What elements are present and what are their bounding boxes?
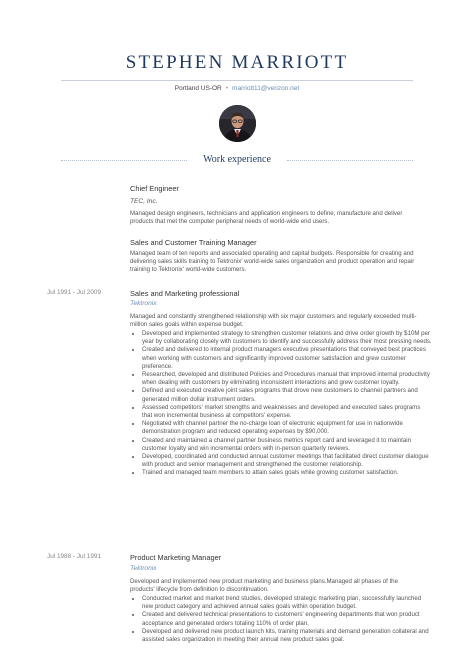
list-item: • Created and maintained a channel partner business metrics report card and leveraged it to maintain customer loyalty and win incremental orders with in-person quarterly reviews. bbox=[142, 437, 432, 453]
achievement-list bbox=[130, 330, 432, 478]
list-item: • Negotiated with channel partner the no-charge loan of electronic equipment for use in nationwide demonstration program and reduced operating expenses by $90,000. bbox=[142, 420, 432, 436]
list-item: • Defined and executed creative joint sales programs that drove new customers to channel partners and generated million dollar instrument orders. bbox=[142, 387, 432, 403]
job-title: Chief Engineer bbox=[130, 184, 179, 193]
job-title: Sales and Marketing professional bbox=[130, 289, 240, 298]
job-date-range: Jul 1991 - Jul 2009 bbox=[47, 289, 102, 296]
job-title: Product Marketing Manager bbox=[130, 553, 222, 562]
contact-separator: • bbox=[225, 85, 229, 92]
job-description: Managed team of ten reports and associated operating and capital budgets. Responsible for creating and delivering sales skills training to Tektronix' world-wide sales organization and product operation and repair training to Tektronix' world-wide customers. bbox=[130, 250, 415, 274]
list-item: • Trained and managed team members to attain sales goals while growing customer satisfaction. bbox=[142, 469, 432, 477]
list-item: • Developed and delivered new product launch kits, training materials and demand generation collateral and assisted sales organization in meeting their annual new product sales goal. bbox=[142, 628, 432, 644]
candidate-name: STEPHEN MARRIOTT bbox=[125, 52, 349, 73]
job-title: Sales and Customer Training Manager bbox=[130, 238, 257, 247]
job-description: Managed design engineers, technicians and application engineers to define, manufacture and deliver products that met the computer peripheral needs of world-wide end users. bbox=[130, 210, 403, 226]
job-description: Managed and constantly strengthened relationship with six major customers and regularly exceeded multi-million sales goals within expense budget. bbox=[130, 313, 417, 329]
list-item: • Created and delivered to internal product managers executive presentations that conveyed best practices when working with customers and significantly improved customer satisfaction and grew customer preference. bbox=[142, 346, 432, 371]
achievement-list bbox=[130, 595, 432, 644]
contact-line bbox=[0, 85, 474, 92]
list-item: • Created and delivered technical presentations to customers' engineering departments that won product acceptance and generated orders totaling 110% of order plan. bbox=[142, 611, 432, 627]
company-name[interactable]: Tektronix bbox=[130, 300, 157, 307]
section-title: Work experience bbox=[0, 154, 474, 165]
list-item: • Developed and implemented strategy to strengthen customer relations and drive order growth by $10M per year by collaborating closely with customers to identify and successfully address their most pressing needs. bbox=[142, 330, 432, 346]
list-item: • Assessed competitors' market strengths and weaknesses and developed and executed sales programs that won incremental business at competitors' expense. bbox=[142, 404, 432, 420]
list-item: • Conducted market and market trend studies, developed strategic marketing plan, successfully launched new product category and achieved annual sales goals within operation budget. bbox=[142, 595, 432, 611]
list-item: • Developed, coordinated and conducted annual customer meetings that facilitated direct customer dialogue with product and senior management and strengthened the customer relationship. bbox=[142, 453, 432, 469]
location: Portland US-OR bbox=[174, 85, 222, 92]
job-date-range: Jul 1988 - Jul 1991 bbox=[47, 553, 102, 560]
avatar bbox=[219, 105, 256, 142]
job-description: Developed and implemented new product marketing and business plans.Managed all phases of the products' lifecycle from definition to discontinuation. bbox=[130, 578, 398, 594]
company-name[interactable]: Tektronix bbox=[130, 565, 157, 572]
email-link[interactable]: marriott11@verizon.net bbox=[232, 85, 300, 92]
header-divider bbox=[61, 80, 413, 81]
list-item: • Researched, developed and distributed Policies and Procedures manual that improved internal productivity when dealing with customers by eliminating inconsistent interactions and grew customer loyalty. bbox=[142, 371, 432, 387]
portrait-photo bbox=[219, 105, 256, 142]
company-name: TEC, Inc. bbox=[130, 198, 158, 205]
